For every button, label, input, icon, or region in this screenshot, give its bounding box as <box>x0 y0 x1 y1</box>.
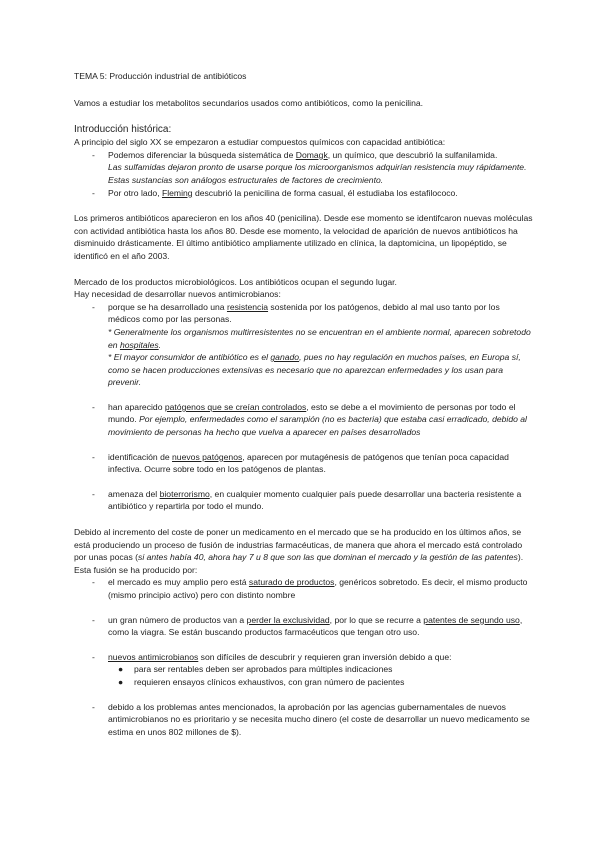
mercado-line1: Mercado de los productos microbiológicos. Los antibióticos ocupan el segundo lugar. <box>74 276 397 287</box>
dash-marker: - <box>92 577 95 588</box>
historia-lead: A principio del siglo XX se empezaron a estudiar compuestos químicos con capacidad antibiótica: <box>74 137 446 148</box>
patentes-link[interactable]: patentes de segundo uso <box>423 614 520 625</box>
historia-heading: Introducción histórica: <box>74 124 172 136</box>
sulfamidas-note: Las sulfamidas dejaron pronto de usarse porque los microorganismos adquirían resistencia muy rápidamente. Estas sustancias son análogos estructurales de factores de crecimiento. <box>108 162 527 185</box>
patogenos-controlados-link[interactable]: patógenos que se creían controlados <box>164 401 307 412</box>
dash-marker: - <box>92 651 95 662</box>
dash-marker: - <box>92 701 95 712</box>
mercado-item-bioterrorismo: - amenaza del bioterrorismo, en cualquier momento cualquier país puede desarrollar una bacteria resistente a antibiótico y repartirla por todo el mundo. <box>92 488 522 512</box>
intro-paragraph: Vamos a estudiar los metabolitos secundarios usados como antibióticos, como la penicilina. <box>74 97 424 108</box>
fusion-paragraph: Debido al incremento del coste de poner un medicamento en el mercado que se ha producido en los últimos años, se está produciendo un proceso de fusión de industrias farmacéuticas, de manera que ahora el mercado está controlado por unas pocas (si antes había 40, ahora hay 7 u 8 que son las que dominan el mercado y la gestión de las patentes). Esta fusión se ha producido por: <box>74 527 524 575</box>
hospitales-link[interactable]: hospitales <box>119 339 159 350</box>
fusion-item-saturado: - el mercado es muy amplio pero está saturado de productos, genéricos sobretodo. Es decir, el mismo producto (mismo principio activo) pero con distinto nombre <box>92 577 528 600</box>
sarampion-note: Por ejemplo, enfermedades como el sarampión (no es bacteria) que estaba casi erradicado, debido al movimiento de personas ha hecho que vuelva a aparecer en países desarrollados <box>108 414 527 438</box>
dash-marker: - <box>92 401 95 412</box>
dash-marker: - <box>92 149 95 160</box>
dash-marker: - <box>92 451 95 462</box>
historia-item-fleming: - Por otro lado, Fleming descubrió la penicilina de forma casual, él estudiaba los estafilococo. <box>92 187 458 198</box>
bullet-icon: ● <box>118 676 124 687</box>
fusion-item-exclusividad: - un gran número de productos van a perder la exclusividad, por lo que se recurre a patentes de segundo uso, como la viagra. Se están buscando productos farmacéuticos que tengan otro uso. <box>92 614 523 638</box>
resistencia-link[interactable]: resistencia <box>226 301 269 312</box>
page-title: TEMA 5: Producción industrial de antibióticos <box>74 71 247 81</box>
nuevos-patogenos-link[interactable]: nuevos patógenos <box>172 451 243 462</box>
bioterrorismo-link[interactable]: bioterrorismo <box>159 488 210 499</box>
mercado-item-nuevos-patogenos: - identificación de nuevos patógenos, aparecen por mutagénesis de patógenos que tenían poca capacidad infectiva. Ocurre sobre todo en los patógenos de plantas. <box>92 451 509 475</box>
mercado-item-patogenos-controlados: - han aparecido patógenos que se creían controlados, esto se debe a el movimiento de personas por todo el mundo. Por ejemplo, enfermedades como el sarampión (no es bacteria) que estaba casi erradicado, debido al movimiento de personas ha hecho que vuelva a aparecer en países desarrollados <box>92 401 527 438</box>
dash-marker: - <box>92 301 95 312</box>
fleming-link[interactable]: Fleming <box>161 187 193 198</box>
fusion-item-antimicrobianos: - nuevos antimicrobianos son difíciles de descubrir y requieren gran inversión debido a que: <box>92 651 452 662</box>
mercado-item-resistencia: - porque se ha desarrollado una resistencia sostenida por los patógenos, debido al mal uso tanto por los médicos como por las personas. * Generalmente los organismos multirresistentes no se encuentran en el ambiente normal, aparecen sobretodo en hospitales. * El mayor consumidor de antibiótico es el ganado, pues no hay regulación en muchos países, en Europa sí, como se hacen producciones extensivas es necesario que no aparezcan enfermedades y los usan para prevenir. <box>74 301 534 389</box>
dash-marker: - <box>92 614 95 625</box>
hospitales-note: * Generalmente los organismos multirresistentes no se encuentran en el ambiente normal, aparecen sobretodo en hospitales. <box>108 326 531 350</box>
bullet-item: ● requieren ensayos clínicos exhaustivos, con gran número de pacientes <box>118 676 405 687</box>
dash-marker: - <box>92 187 95 198</box>
historia-paragraph: Los primeros antibióticos aparecieron en los años 40 (penicilina). Desde ese momento se identifcaron nuevas moléculas con actividad antibiótica hasta los años 80. Desde ese momento, la velocidad de aparición de nuevos antibióticos ha disminuido drásticamente. El último antibiótico ampliamente utilizado en clínica, la daptomicina, un lipopéptido, se identificó en el año 2003. <box>74 213 533 261</box>
mercado-line2: Hay necesidad de desarrollar nuevos antimicrobianos: <box>74 289 281 300</box>
fusion-item-aprobacion: - debido a los problemas antes mencionados, la aprobación por las agencias gubernamentales de nuevos antimicrobianos no es prioritario y se necesita mucho dinero (el coste de desarrollar un nuevo medicamento se estima en unos 802 millones de $). <box>92 701 530 737</box>
ganado-link[interactable]: ganado <box>270 352 300 363</box>
document-body <box>74 70 534 738</box>
domagk-link[interactable]: Domagk <box>295 149 328 160</box>
saturado-link[interactable]: saturado de productos <box>248 577 335 588</box>
historia-item-domagk: - Podemos diferenciar la búsqueda sistemática de Domagk, un químico, que descubrió la sulfanilamida. Las sulfamidas dejaron pronto de usarse porque los microorganismos adquirían resistencia muy rápidamente. Estas sustancias son análogos estructurales de factores de crecimiento. <box>74 149 534 187</box>
antimicrobianos-link[interactable]: nuevos antimicrobianos <box>108 651 199 662</box>
bullet-item: ● para ser rentables deben ser aprobados para múltiples indicaciones <box>118 664 393 675</box>
bullet-icon: ● <box>118 664 124 675</box>
ganado-note: * El mayor consumidor de antibiótico es el ganado, pues no hay regulación en muchos países, en Europa sí, como se hacen producciones extensivas es necesario que no aparezcan enfermedades y los usan para prevenir. <box>108 352 521 388</box>
exclusividad-link[interactable]: perder la exclusividad <box>246 614 330 625</box>
dash-marker: - <box>92 488 95 499</box>
